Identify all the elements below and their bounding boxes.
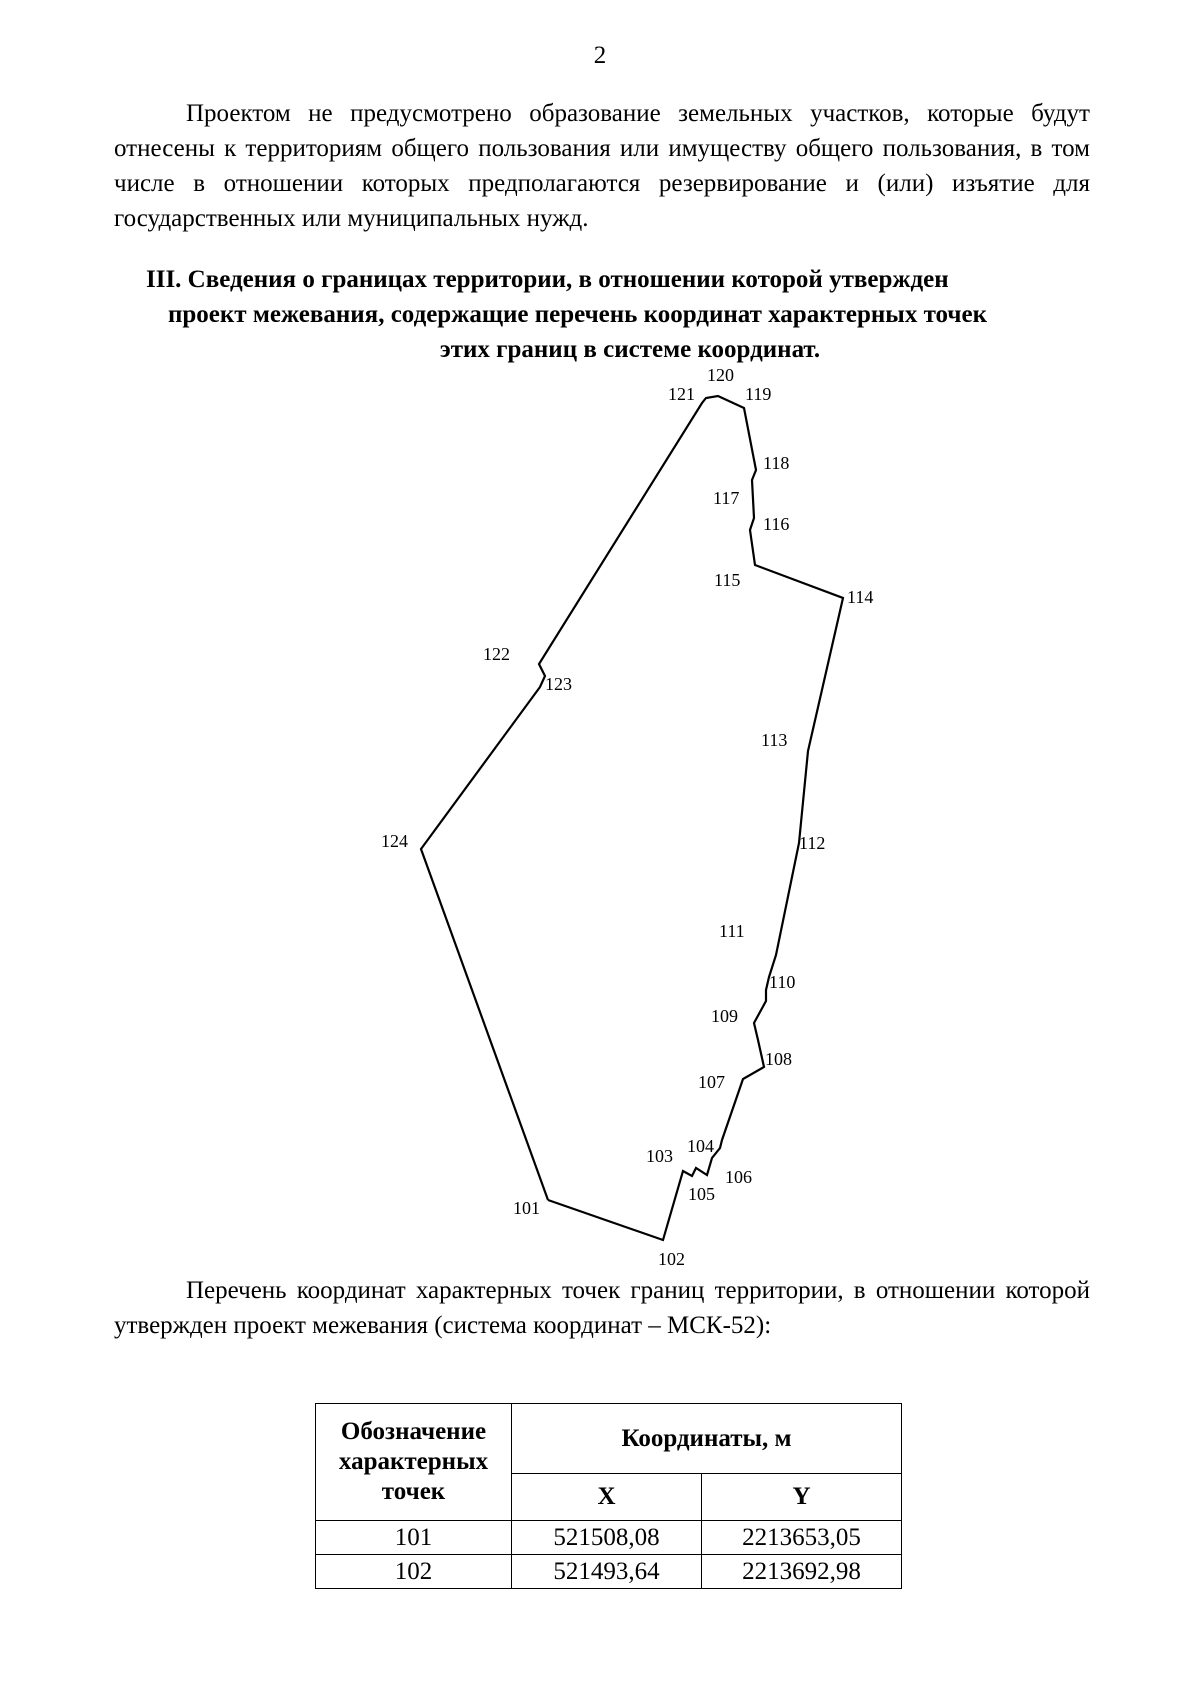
point-label-116: 116 xyxy=(763,514,790,534)
point-label-115: 115 xyxy=(714,570,741,590)
point-label-101: 101 xyxy=(513,1198,540,1218)
point-label-112: 112 xyxy=(799,833,826,853)
point-label-104: 104 xyxy=(687,1136,714,1156)
section-heading-line-3: этих границ в системе координат. xyxy=(439,336,821,363)
header-x: X xyxy=(512,1474,702,1521)
point-label-124: 124 xyxy=(381,831,408,851)
point-label-110: 110 xyxy=(769,972,796,992)
point-label-119: 119 xyxy=(745,384,772,404)
point-label-118: 118 xyxy=(763,453,790,473)
table-row xyxy=(316,1521,902,1555)
point-label-108: 108 xyxy=(765,1049,792,1069)
section-heading-line-2: проект межевания, содержащие перечень координат характерных точек xyxy=(168,301,987,328)
cell-x: 521493,64 xyxy=(512,1555,702,1589)
point-label-114: 114 xyxy=(847,587,874,607)
point-label-103: 103 xyxy=(646,1146,673,1166)
point-label-109: 109 xyxy=(711,1006,738,1026)
point-label-113: 113 xyxy=(761,730,788,750)
coordinates-table xyxy=(315,1403,902,1589)
point-label-121: 121 xyxy=(668,384,695,404)
point-label-120: 120 xyxy=(707,365,734,385)
coordinates-list-intro: Перечень координат характерных точек границ территории, в отношении которой утвержден проект межевания (система координат – МСК-52): xyxy=(114,1277,1090,1339)
point-label-117: 117 xyxy=(713,488,740,508)
cell-y: 2213692,98 xyxy=(702,1555,902,1589)
point-label-105: 105 xyxy=(688,1184,715,1204)
header-y: Y xyxy=(702,1474,902,1521)
header-coordinates: Координаты, м xyxy=(512,1404,902,1474)
point-label-123: 123 xyxy=(545,674,572,694)
section-heading-line-1: III. Сведения о границах территории, в отношении которой утвержден xyxy=(146,266,949,293)
point-label-102: 102 xyxy=(658,1249,685,1269)
point-label-122: 122 xyxy=(483,644,510,664)
cell-point: 101 xyxy=(316,1521,512,1555)
point-label-106: 106 xyxy=(725,1167,752,1187)
header-designation: Обозначение характерных точек xyxy=(316,1404,512,1521)
page-number: 2 xyxy=(593,42,607,69)
intro-paragraph: Проектом не предусмотрено образование земельных участков, которые будут отнесены к территориям общего пользования или имуществу общего пользования, в том числе в отношении которых предполагаются резервирование и (или) изъятие для государственных или муниципальных нужд. xyxy=(114,100,1090,232)
point-label-111: 111 xyxy=(719,921,745,941)
cell-y: 2213653,05 xyxy=(702,1521,902,1555)
table-row xyxy=(316,1555,902,1589)
cell-point: 102 xyxy=(316,1555,512,1589)
cell-x: 521508,08 xyxy=(512,1521,702,1555)
point-label-107: 107 xyxy=(698,1072,725,1092)
